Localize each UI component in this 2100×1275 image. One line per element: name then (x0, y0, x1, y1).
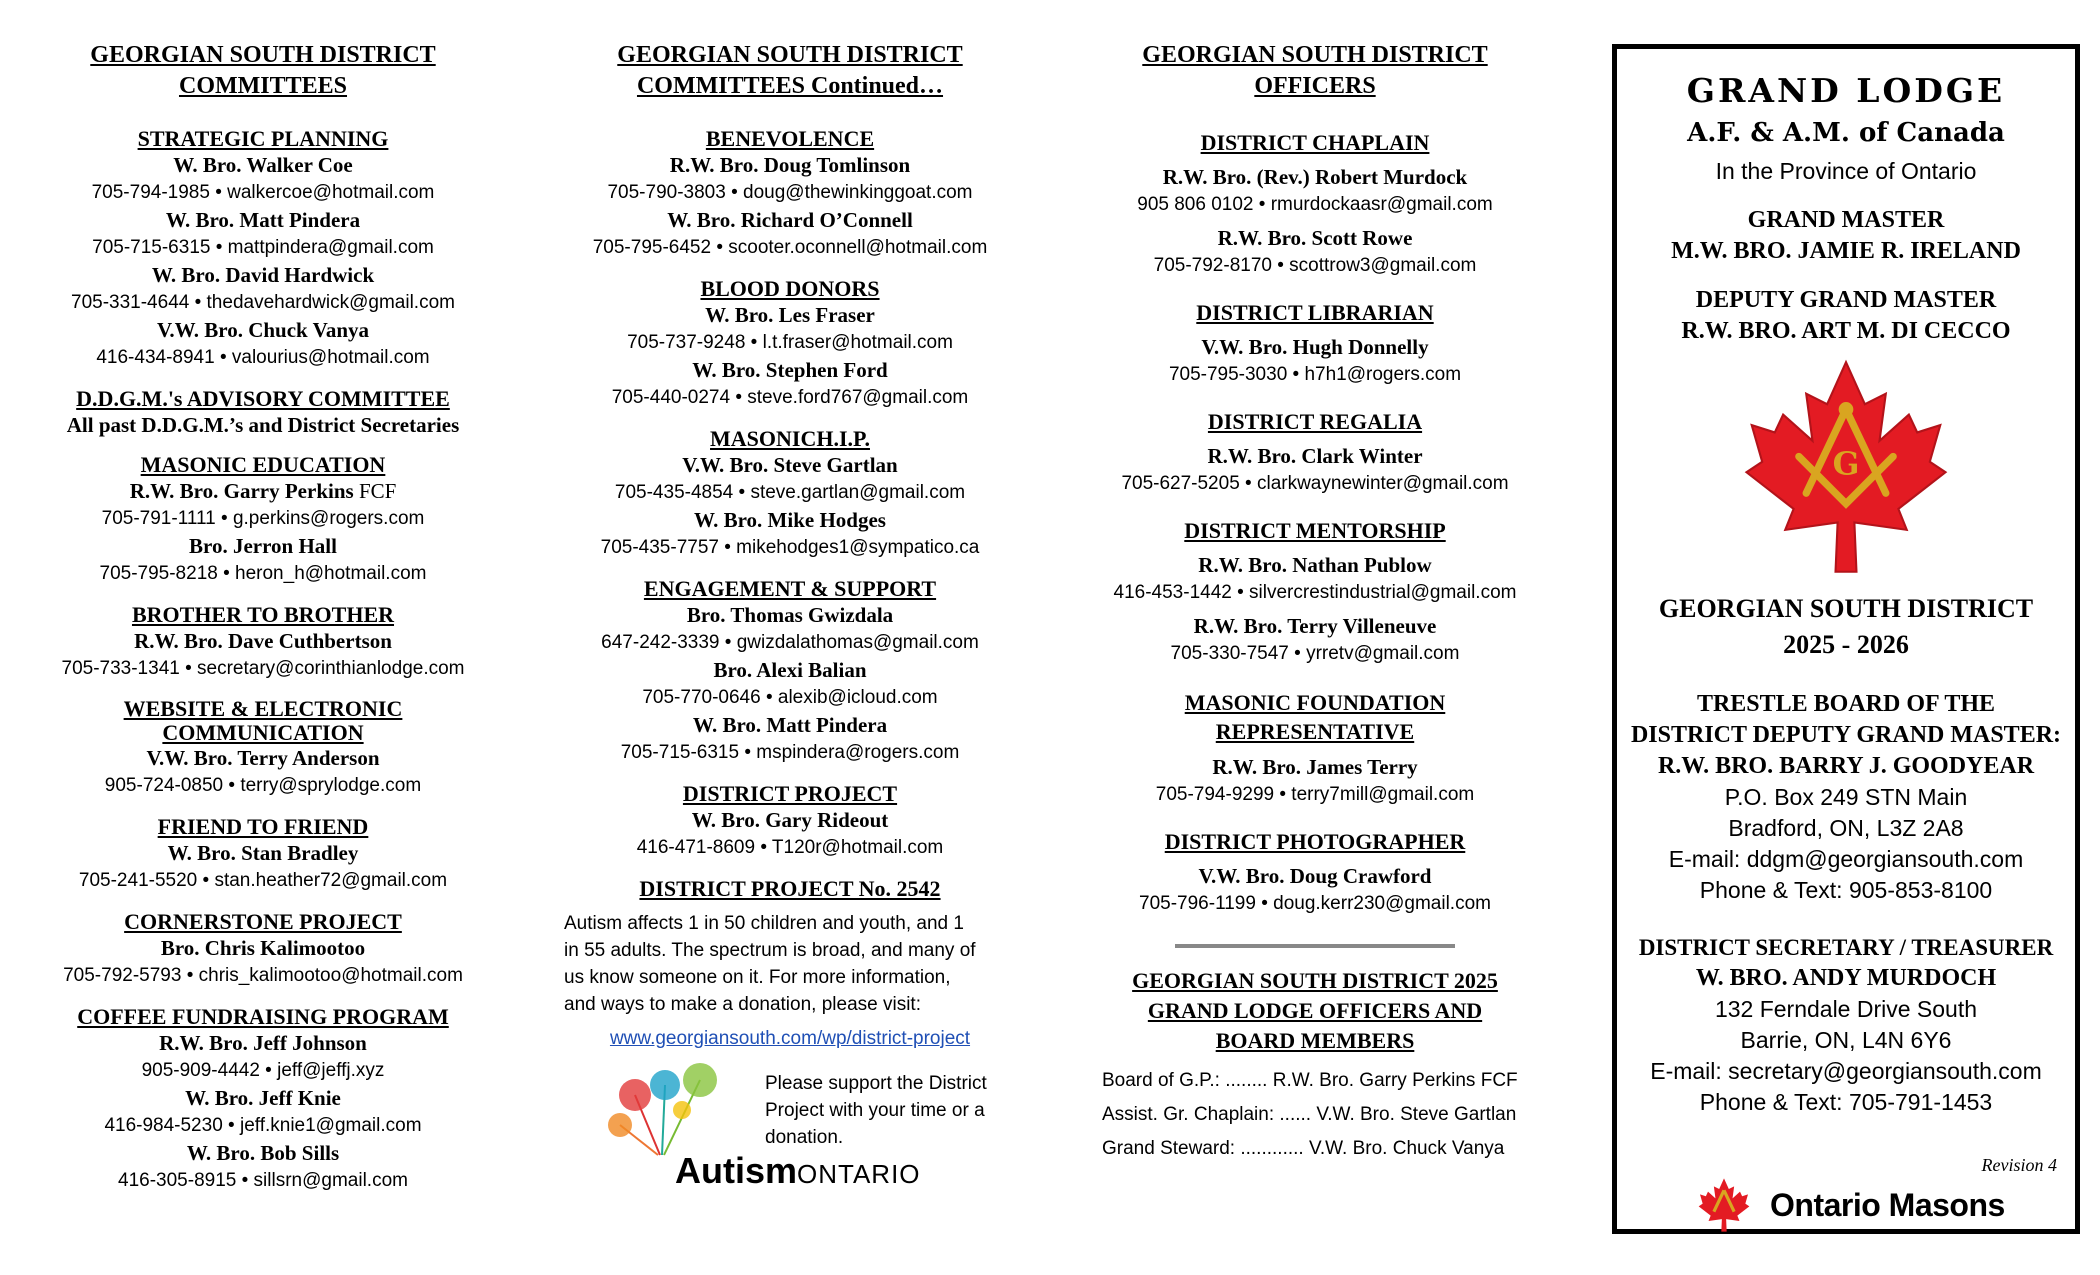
column-title: GEORGIAN SOUTH DISTRICT (1142, 42, 1488, 68)
strategic-planning-section (28, 126, 498, 372)
section-heading: DISTRICT PROJECT (682, 781, 898, 806)
member-contact: 705-627-5205 • clarkwaynewinter@gmail.com (1121, 473, 1509, 494)
member-name: W. Bro. Jeff Knie (185, 1086, 341, 1110)
ddgm-email: E-mail: ddgm@georgiansouth.com (1668, 846, 2024, 872)
district-project-link[interactable]: www.georgiansouth.com/wp/district-project (609, 1028, 971, 1049)
member-name: V.W. Bro. Steve Gartlan (682, 453, 898, 477)
section-heading: WEBSITE & ELECTRONIC (123, 696, 403, 721)
section-heading-line3: BOARD MEMBERS (1215, 1028, 1415, 1053)
autism-ontario-flowers-icon (600, 1060, 750, 1160)
grand-lodge-title: GRAND LODGE (1686, 71, 2006, 110)
support-block (560, 1060, 1020, 1200)
benevolence-section (560, 126, 1020, 262)
ontario-masons-logo (1692, 1177, 2032, 1233)
section-heading: DISTRICT CHAPLAIN (1200, 130, 1430, 155)
divider (1175, 944, 1455, 948)
member-name: R.W. Bro. Jeff Johnson (159, 1031, 367, 1055)
section-heading: DISTRICT REGALIA (1207, 409, 1423, 434)
member-name: W. Bro. Les Fraser (705, 303, 875, 327)
section-heading: COFFEE FUNDRAISING PROGRAM (77, 1004, 449, 1029)
member-contact: 705-790-3803 • doug@thewinkinggoat.com (607, 182, 973, 203)
ddgm-address-line2: Bradford, ON, L3Z 2A8 (1728, 815, 1964, 841)
member-contact: 705-791-1111 • g.perkins@rogers.com (101, 508, 425, 529)
section-heading: FRIEND TO FRIEND (157, 814, 369, 839)
section-heading-line2: GRAND LODGE OFFICERS AND (1147, 998, 1483, 1023)
member-contact: 705-330-7547 • yrretv@gmail.com (1170, 643, 1460, 664)
member-name: W. Bro. Matt Pindera (165, 208, 361, 232)
ddgm-advisory-section (28, 386, 498, 438)
column-title-line2: COMMITTEES (178, 73, 348, 99)
member-contact: 705-733-1341 • secretary@corinthianlodge.com (61, 658, 465, 679)
trestle-board-title-line2: DISTRICT DEPUTY GRAND MASTER: (1630, 722, 2062, 748)
ontario-masons-maple-icon (1692, 1177, 1756, 1233)
member-name: V.W. Bro. Terry Anderson (146, 746, 380, 770)
gl-officer-row: Assist. Gr. Chaplain: ...... V.W. Bro. Steve Gartlan (1102, 1104, 1517, 1125)
secretary-name: W. BRO. ANDY MURDOCH (1695, 965, 1997, 991)
member-contact: 416-453-1442 • silvercrestindustrial@gmail.com (1113, 582, 1517, 603)
member-contact: 705-737-9248 • l.t.fraser@hotmail.com (627, 332, 953, 353)
section-heading: BENEVOLENCE (705, 126, 875, 151)
member-name: R.W. Bro. (Rev.) Robert Murdock (1162, 165, 1468, 189)
member-contact: 705-770-0646 • alexib@icloud.com (642, 687, 938, 708)
member-contact: 705-715-6315 • mspindera@rogers.com (620, 742, 960, 763)
grand-master-title: GRAND MASTER (1747, 207, 1945, 233)
autism-ontario-logo: AutismONTARIO (675, 1150, 921, 1191)
member-name: R.W. Bro. Clark Winter (1207, 444, 1423, 468)
district-photographer-section (1090, 829, 1540, 918)
member-name: V.W. Bro. Hugh Donnelly (1201, 335, 1429, 359)
section-heading: CORNERSTONE PROJECT (124, 909, 402, 934)
district-years: 2025 - 2026 (1783, 630, 1909, 659)
section-heading: STRATEGIC PLANNING (137, 126, 389, 151)
masonic-hip-section (560, 426, 1020, 562)
member-name: Bro. Thomas Gwizdala (686, 603, 894, 627)
revision-label: Revision 4 (1981, 1155, 2057, 1175)
section-heading: BROTHER TO BROTHER (131, 602, 395, 627)
secretary-address-line2: Barrie, ON, L4N 6Y6 (1740, 1027, 1952, 1053)
member-contact: 705-796-1199 • doug.kerr230@gmail.com (1139, 893, 1491, 914)
member-name: W. Bro. Walker Coe (173, 153, 353, 177)
member-name: W. Bro. Gary Rideout (691, 808, 889, 832)
cornerstone-section (28, 909, 498, 990)
member-contact: 705-792-5793 • chris_kalimootoo@hotmail.com (63, 965, 463, 986)
section-heading: GEORGIAN SOUTH DISTRICT 2025 (1132, 968, 1498, 993)
blood-donors-section (560, 276, 1020, 412)
member-contact: 705-435-4854 • steve.gartlan@gmail.com (614, 482, 966, 503)
member-name: W. Bro. Bob Sills (186, 1141, 340, 1165)
district-chaplain-section (1090, 130, 1540, 280)
member-contact: 905-909-4442 • jeff@jeffj.xyz (141, 1060, 385, 1081)
member-contact: 705-435-7757 • mikehodges1@sympatico.ca (600, 537, 980, 558)
section-heading: D.D.G.M.'s ADVISORY COMMITTEE (76, 386, 450, 411)
section-heading: MASONIC FOUNDATION (1184, 690, 1446, 715)
section-heading: DISTRICT PROJECT No. 2542 (639, 876, 941, 901)
maple-leaf-square-compass-icon (1741, 357, 1951, 577)
member-name: W. Bro. Richard O’Connell (667, 208, 913, 232)
member-name: Bro. Alexi Balian (713, 658, 867, 682)
member-contact: 416-434-8941 • valourius@hotmail.com (96, 347, 430, 368)
grand-master-name: M.W. BRO. JAMIE R. IRELAND (1671, 238, 2021, 264)
member-name: R.W. Bro. James Terry (1212, 755, 1418, 779)
friend-to-friend-section (28, 814, 498, 895)
column-title-line2: OFFICERS (1254, 73, 1376, 99)
member-contact: 705-795-6452 • scooter.oconnell@hotmail.com (592, 237, 988, 258)
secretary-title: DISTRICT SECRETARY / TREASURER (1638, 935, 2054, 960)
member-name: V.W. Bro. Chuck Vanya (156, 318, 370, 342)
engagement-support-section (560, 576, 1020, 767)
district-regalia-section (1090, 409, 1540, 498)
member-contact: 705-792-8170 • scottrow3@gmail.com (1153, 255, 1477, 276)
section-heading: MASONICH.I.P. (710, 426, 870, 451)
column-title: GEORGIAN SOUTH DISTRICT (90, 42, 436, 68)
section-heading: DISTRICT PHOTOGRAPHER (1164, 829, 1466, 854)
member-contact: 705-440-0274 • steve.ford767@gmail.com (611, 387, 969, 408)
secretary-phone: Phone & Text: 705-791-1453 (1699, 1089, 1993, 1115)
column-title-line2: COMMITTEES Continued… (636, 73, 944, 99)
coffee-fundraising-section (28, 1004, 498, 1195)
website-section (28, 697, 498, 800)
member-name: W. Bro. Stan Bradley (167, 841, 359, 865)
grand-lodge-subtitle: A.F. & A.M. of Canada (1687, 118, 2005, 148)
member-name: Bro. Chris Kalimootoo (160, 936, 366, 960)
gl-officer-row: Grand Steward: ............ V.W. Bro. Chuck Vanya (1102, 1138, 1505, 1159)
column-title: GEORGIAN SOUTH DISTRICT (617, 42, 963, 68)
member-contact: 705-715-6315 • mattpindera@gmail.com (92, 237, 434, 258)
member-contact: 416-471-8609 • T120r@hotmail.com (636, 837, 944, 858)
member-name: V.W. Bro. Doug Crawford (1198, 864, 1432, 888)
member-name: W. Bro. Mike Hodges (694, 508, 886, 532)
member-contact: 705-241-5520 • stan.heather72@gmail.com (78, 870, 448, 891)
province-text: In the Province of Ontario (1715, 158, 1977, 184)
ontario-masons-text: Ontario Masons (1770, 1187, 2005, 1223)
member-contact: 905 806 0102 • rmurdockaasr@gmail.com (1137, 194, 1493, 215)
member-contact: 647-242-3339 • gwizdalathomas@gmail.com (601, 632, 979, 653)
ddgm-address-line1: P.O. Box 249 STN Main (1724, 784, 1968, 810)
cover-panel (1612, 44, 2080, 1234)
trestle-board-title: TRESTLE BOARD OF THE (1696, 691, 1996, 717)
committees-column (28, 40, 498, 1195)
section-heading: DISTRICT MENTORSHIP (1184, 518, 1446, 543)
emblem-letter: G (1832, 445, 1860, 483)
gl-officer-row: Board of G.P.: ........ R.W. Bro. Garry Perkins FCF (1102, 1070, 1518, 1091)
section-heading: DISTRICT LIBRARIAN (1196, 300, 1434, 325)
ddgm-phone: Phone & Text: 905-853-8100 (1699, 877, 1993, 903)
district-project-2542-section (560, 876, 1020, 1200)
section-heading: ENGAGEMENT & SUPPORT (643, 576, 937, 601)
member-contact: 416-984-5230 • jeff.knie1@gmail.com (104, 1115, 422, 1136)
officers-column (1090, 40, 1540, 1166)
member-contact: 705-331-4644 • thedavehardwick@gmail.com (71, 292, 455, 313)
district-librarian-section (1090, 300, 1540, 389)
grand-lodge-officers-section (1090, 966, 1540, 1166)
section-heading: MASONIC EDUCATION (140, 452, 386, 477)
member-name: W. Bro. Stephen Ford (692, 358, 888, 382)
member-name: R.W. Bro. Garry Perkins FCF (129, 479, 397, 503)
member-contact: 705-794-9299 • terry7mill@gmail.com (1155, 784, 1475, 805)
district-project-section (560, 781, 1020, 862)
member-contact: 705-795-3030 • h7h1@rogers.com (1168, 364, 1462, 385)
member-name: R.W. Bro. Scott Rowe (1217, 226, 1413, 250)
deputy-grand-master-title: DEPUTY GRAND MASTER (1695, 287, 1997, 313)
member-contact: 416-305-8915 • sillsrn@gmail.com (118, 1170, 408, 1191)
masonic-education-section (28, 452, 498, 588)
member-name: R.W. Bro. Nathan Publow (1198, 553, 1432, 577)
section-heading: BLOOD DONORS (700, 276, 880, 301)
support-text: Please support the District Project with your time or a donation. (765, 1073, 987, 1148)
project-description: Autism affects 1 in 50 children and youth, and 1 in 55 adults. The spectrum is broad, and many of us know someone on it. For more information, and ways to make a donation, please visit: (564, 913, 976, 1015)
member-contact: 705-794-1985 • walkercoe@hotmail.com (91, 182, 435, 203)
member-name: R.W. Bro. Terry Villeneuve (1193, 614, 1437, 638)
member-name: W. Bro. David Hardwick (151, 263, 375, 287)
member-name: W. Bro. Matt Pindera (692, 713, 888, 737)
member-name: R.W. Bro. Dave Cuthbertson (134, 629, 392, 653)
member-contact: 705-795-8218 • heron_h@hotmail.com (99, 563, 427, 584)
deputy-grand-master-name: R.W. BRO. ART M. DI CECCO (1681, 318, 2011, 344)
member-contact: 905-724-0850 • terry@sprylodge.com (104, 775, 422, 796)
secretary-address-line1: 132 Ferndale Drive South (1714, 996, 1978, 1022)
secretary-email: E-mail: secretary@georgiansouth.com (1650, 1058, 2042, 1084)
section-heading-line2: REPRESENTATIVE (1215, 719, 1415, 744)
section-heading-line2: COMMUNICATION (162, 720, 364, 745)
committees-continued-column (560, 40, 1020, 1200)
ddgm-name: R.W. BRO. BARRY J. GOODYEAR (1657, 753, 2035, 779)
masonic-foundation-section (1090, 688, 1540, 809)
member-name: Bro. Jerron Hall (189, 534, 337, 558)
section-text: All past D.D.G.M.’s and District Secretaries (66, 413, 460, 437)
member-name: R.W. Bro. Doug Tomlinson (669, 153, 911, 177)
district-title: GEORGIAN SOUTH DISTRICT (1658, 594, 2034, 623)
brother-to-brother-section (28, 602, 498, 683)
district-mentorship-section (1090, 518, 1540, 668)
